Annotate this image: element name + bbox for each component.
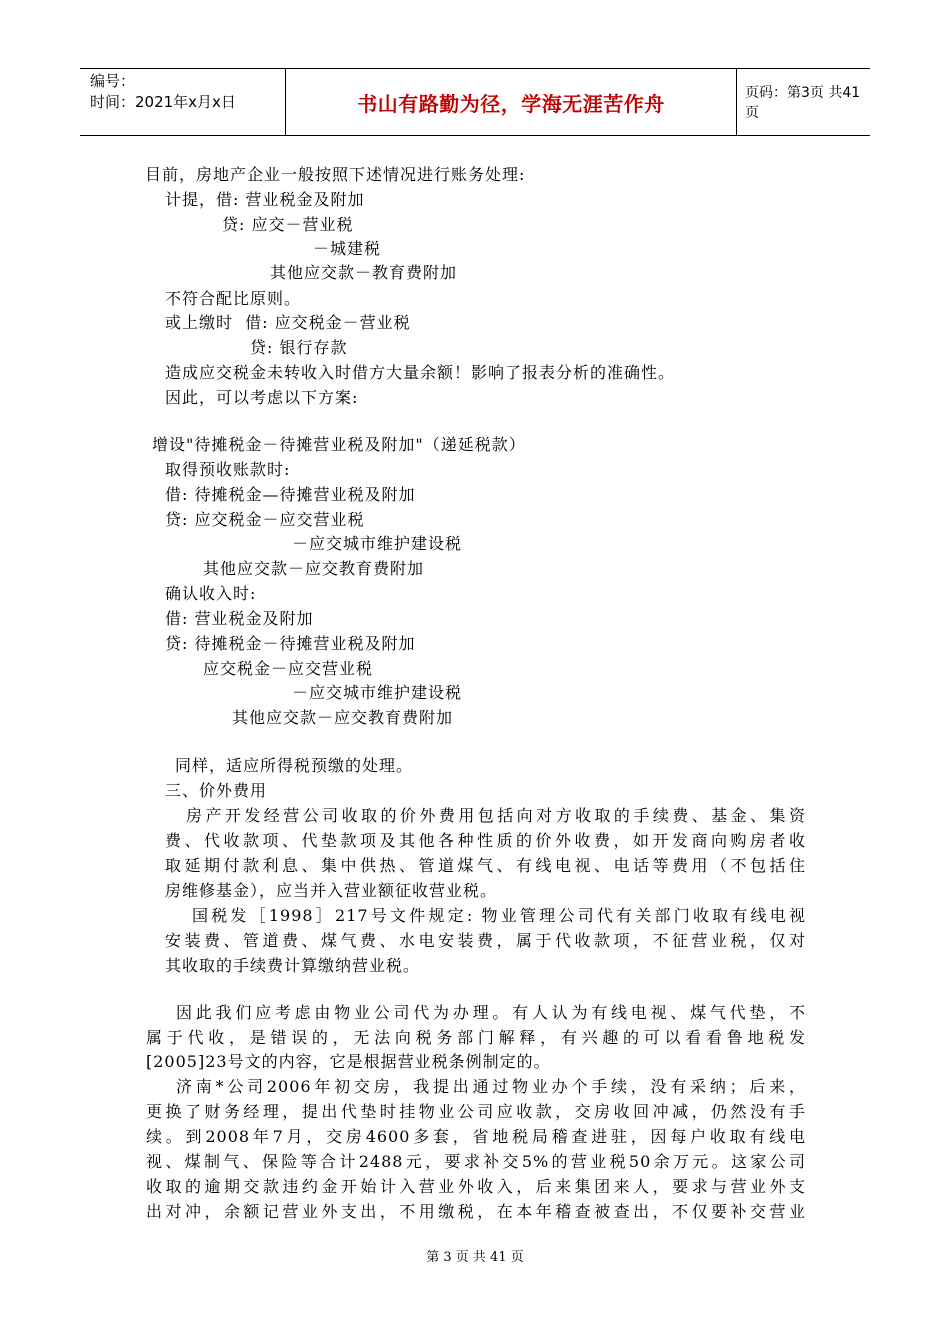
body-line: 确认收入时: [165, 584, 257, 603]
body-line: 因此我们应考虑由物业公司代为办理。有人认为有线电视、煤气代垫，不 [176, 1003, 806, 1022]
body-line: 房产开发经营公司收取的价外费用包括向对方收取的手续费、基金、集资 [186, 806, 806, 825]
body-line: 贷: 应交税金－应交营业税 [165, 510, 365, 529]
body-line: 出对冲，余额记营业外支出，不用缴税，在本年稽查被查出，不仅要补交营业 [146, 1202, 806, 1221]
body-line: 借: 待摊税金—待摊营业税及附加 [165, 485, 416, 504]
body-line: －应交城市维护建设税 [292, 534, 463, 553]
body-line: 取延期付款利息、集中供热、管道煤气、有线电视、电话等费用（不包括住 [165, 856, 806, 875]
body-line: 其他应交款－应交教育费附加 [203, 559, 425, 578]
body-line: 房维修基金），应当并入营业额征收营业税。 [165, 881, 498, 900]
header-motto: 书山有路勤为径，学海无涯苦作舟 [357, 91, 665, 116]
body-line: 续。到2008年7月，交房4600多套，省地税局稽查进驻，因每户收取有线电 [146, 1127, 806, 1146]
page-header [80, 68, 870, 136]
body-line: 增设"待摊税金－待摊营业税及附加"（递延税款） [152, 435, 526, 454]
body-line: －城建税 [313, 239, 382, 258]
body-line: 其他应交款－教育费附加 [270, 263, 458, 282]
body-line: [2005]23号文的内容，它是根据营业税条例制定的。 [146, 1052, 551, 1071]
body-line: 贷: 银行存款 [250, 338, 348, 357]
body-line: 济南*公司2006年初交房，我提出通过物业办个手续，没有采纳；后来， [176, 1077, 806, 1096]
body-line: 不符合配比原则。 [165, 289, 302, 308]
body-line: 其他应交款－应交教育费附加 [232, 708, 454, 727]
body-line: 贷: 应交－营业税 [222, 215, 354, 234]
body-line: 取得预收账款时: [165, 460, 291, 479]
document-number-label: 编号： [90, 72, 136, 90]
body-line: 或上缴时 借: 应交税金－营业税 [165, 313, 411, 332]
body-line: －应交城市维护建设税 [292, 683, 463, 702]
body-line: 三、价外费用 [165, 781, 268, 800]
page-footer: 第 3 页 共 41 页 [426, 1250, 524, 1265]
body-line: 目前，房地产企业一般按照下述情况进行账务处理: [145, 165, 526, 184]
body-line: 费、代收款项、代垫款项及其他各种性质的价外收费，如开发商向购房者收 [165, 831, 806, 850]
body-line: 国税发［1998］217号文件规定: 物业管理公司代有关部门收取有线电视 [192, 906, 806, 925]
body-line: 属于代收，是错误的，无法向税务部门解释，有兴趣的可以看看鲁地税发 [146, 1028, 806, 1047]
body-line: 应交税金－应交营业税 [203, 659, 374, 678]
document-time-label: 时间：2021年x月x日 [90, 93, 236, 111]
body-line: 其收取的手续费计算缴纳营业税。 [165, 956, 421, 975]
body-line: 贷: 待摊税金－待摊营业税及附加 [165, 634, 416, 653]
body-line: 借: 营业税金及附加 [165, 609, 314, 628]
body-line: 视、煤制气、保险等合计2488元，要求补交5%的营业税50余万元。这家公司 [146, 1152, 806, 1171]
body-line: 收取的逾期交款违约金开始计入营业外收入，后来集团来人，要求与营业外支 [146, 1177, 806, 1196]
header-page-number: 页码：第3页 共41页 [745, 85, 861, 121]
body-line: 计提，借: 营业税金及附加 [165, 190, 365, 209]
header-meta [80, 69, 285, 135]
body-line: 同样，适应所得税预缴的处理。 [175, 756, 414, 775]
body-line: 因此，可以考虑以下方案: [165, 388, 359, 407]
body-line: 安装费、管道费、煤气费、水电安装费，属于代收款项，不征营业税，仅对 [165, 931, 806, 950]
body-line: 造成应交税金未转收入时借方大量余额！影响了报表分析的准确性。 [165, 363, 676, 382]
header-motto-cell [285, 69, 737, 135]
header-page-cell [737, 69, 870, 135]
body-line: 更换了财务经理，提出代垫时挂物业公司应收款，交房收回冲减，仍然没有手 [146, 1102, 806, 1121]
